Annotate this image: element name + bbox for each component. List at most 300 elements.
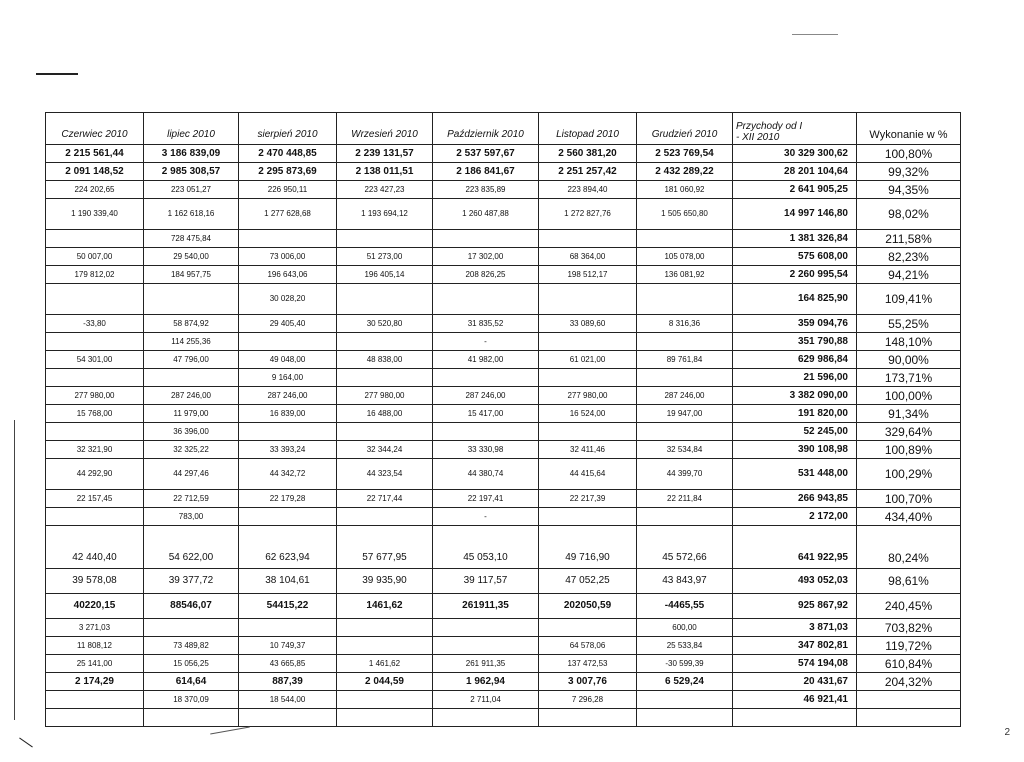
revenue-total-cell: 191 820,00 (733, 405, 857, 423)
month-cell: 1 193 694,12 (337, 199, 433, 230)
revenue-total-cell: 164 825,90 (733, 284, 857, 315)
month-cell: 39 578,08 (46, 569, 144, 594)
month-cell: 25 533,84 (637, 637, 733, 655)
month-cell: 58 874,92 (144, 315, 239, 333)
execution-percent-cell: 94,21% (857, 266, 961, 284)
execution-percent-cell: 82,23% (857, 248, 961, 266)
month-cell: 22 717,44 (337, 490, 433, 508)
month-cell (337, 709, 433, 727)
table-row (46, 709, 961, 727)
month-cell (539, 284, 637, 315)
execution-percent-cell: 55,25% (857, 315, 961, 333)
month-cell: 287 246,00 (144, 387, 239, 405)
execution-percent-cell: 100,80% (857, 145, 961, 163)
table-row (46, 508, 961, 526)
month-cell: 25 141,00 (46, 655, 144, 673)
execution-percent-cell (857, 709, 961, 727)
month-cell: 29 540,00 (144, 248, 239, 266)
table-row (46, 459, 961, 490)
month-cell: -30 599,39 (637, 655, 733, 673)
month-cell: 22 157,45 (46, 490, 144, 508)
execution-percent-cell: 434,40% (857, 508, 961, 526)
month-cell: 73 006,00 (239, 248, 337, 266)
month-cell (539, 333, 637, 351)
execution-percent-cell: 80,24% (857, 526, 961, 569)
month-cell (46, 369, 144, 387)
month-cell: 17 302,00 (433, 248, 539, 266)
month-cell: 887,39 (239, 673, 337, 691)
table-row (46, 405, 961, 423)
month-cell: 1 162 618,16 (144, 199, 239, 230)
revenue-total-cell: 925 867,92 (733, 594, 857, 619)
month-cell: 137 472,53 (539, 655, 637, 673)
month-cell: 223 427,23 (337, 181, 433, 199)
month-cell: 614,64 (144, 673, 239, 691)
execution-percent-cell: 240,45% (857, 594, 961, 619)
table-row (46, 637, 961, 655)
month-cell (46, 230, 144, 248)
month-cell: 7 296,28 (539, 691, 637, 709)
col-header-june: Czerwiec 2010 (46, 113, 144, 145)
month-cell (46, 691, 144, 709)
month-cell (239, 508, 337, 526)
month-cell: 600,00 (637, 619, 733, 637)
month-cell: 51 273,00 (337, 248, 433, 266)
month-cell: 2 711,04 (433, 691, 539, 709)
month-cell: 2 537 597,67 (433, 145, 539, 163)
month-cell: 2 560 381,20 (539, 145, 637, 163)
execution-percent-cell: 211,58% (857, 230, 961, 248)
revenue-total-cell: 20 431,67 (733, 673, 857, 691)
month-cell: 287 246,00 (637, 387, 733, 405)
month-cell: 36 396,00 (144, 423, 239, 441)
execution-percent-cell: 100,00% (857, 387, 961, 405)
scan-mark-top-right (792, 34, 838, 35)
month-cell: 33 089,60 (539, 315, 637, 333)
table-row (46, 181, 961, 199)
month-cell: 68 364,00 (539, 248, 637, 266)
execution-percent-cell: 100,70% (857, 490, 961, 508)
month-cell: -33,80 (46, 315, 144, 333)
execution-percent-cell: 98,61% (857, 569, 961, 594)
month-cell (337, 423, 433, 441)
revenue-total-cell: 390 108,98 (733, 441, 857, 459)
month-cell: - (433, 333, 539, 351)
month-cell: 223 894,40 (539, 181, 637, 199)
month-cell (539, 230, 637, 248)
month-cell: 196 643,06 (239, 266, 337, 284)
revenue-total-cell: 46 921,41 (733, 691, 857, 709)
execution-percent-cell: 610,84% (857, 655, 961, 673)
month-cell: 57 677,95 (337, 526, 433, 569)
col-header-revenue-total (733, 113, 857, 145)
month-cell (539, 423, 637, 441)
execution-percent-cell: 98,02% (857, 199, 961, 230)
scan-mark-left-rule (14, 420, 15, 720)
execution-percent-cell: 100,29% (857, 459, 961, 490)
revenue-total-cell: 575 608,00 (733, 248, 857, 266)
month-cell: 6 529,24 (637, 673, 733, 691)
month-cell: 73 489,82 (144, 637, 239, 655)
month-cell (637, 230, 733, 248)
month-cell (433, 619, 539, 637)
revenue-total-cell: 351 790,88 (733, 333, 857, 351)
month-cell: 19 947,00 (637, 405, 733, 423)
revenue-total-cell: 347 802,81 (733, 637, 857, 655)
revenue-total-line2: - XII 2010 (736, 132, 780, 143)
month-cell: 2 091 148,52 (46, 163, 144, 181)
month-cell (239, 619, 337, 637)
revenue-total-cell (733, 709, 857, 727)
month-cell: 33 330,98 (433, 441, 539, 459)
month-cell: 44 323,54 (337, 459, 433, 490)
month-cell: 2 295 873,69 (239, 163, 337, 181)
month-cell: 15 417,00 (433, 405, 539, 423)
month-cell: 32 534,84 (637, 441, 733, 459)
table-row (46, 333, 961, 351)
month-cell (337, 508, 433, 526)
month-cell: 47 796,00 (144, 351, 239, 369)
execution-percent-cell: 109,41% (857, 284, 961, 315)
revenue-total-cell: 359 094,76 (733, 315, 857, 333)
month-cell: 54415,22 (239, 594, 337, 619)
scan-mark-bottom-left (19, 738, 33, 748)
month-cell: 44 292,90 (46, 459, 144, 490)
month-cell: 1 461,62 (337, 655, 433, 673)
table-row (46, 315, 961, 333)
revenue-total-cell: 531 448,00 (733, 459, 857, 490)
execution-percent-cell: 204,32% (857, 673, 961, 691)
col-header-october: Październik 2010 (433, 113, 539, 145)
table-row (46, 691, 961, 709)
revenue-total-cell: 3 382 090,00 (733, 387, 857, 405)
month-cell: 728 475,84 (144, 230, 239, 248)
table-row (46, 351, 961, 369)
spreadsheet-scan (45, 112, 960, 727)
month-cell: 105 078,00 (637, 248, 733, 266)
month-cell: -4465,55 (637, 594, 733, 619)
month-cell: 43 665,85 (239, 655, 337, 673)
table-row (46, 145, 961, 163)
month-cell: 54 301,00 (46, 351, 144, 369)
month-cell: 44 415,64 (539, 459, 637, 490)
month-cell: 30 028,20 (239, 284, 337, 315)
month-cell: 2 174,29 (46, 673, 144, 691)
month-cell (144, 284, 239, 315)
month-cell: 179 812,02 (46, 266, 144, 284)
month-cell: 33 393,24 (239, 441, 337, 459)
revenue-total-cell: 14 997 146,80 (733, 199, 857, 230)
month-cell: 30 520,80 (337, 315, 433, 333)
month-cell: 184 957,75 (144, 266, 239, 284)
revenue-total-cell: 28 201 104,64 (733, 163, 857, 181)
month-cell (637, 709, 733, 727)
month-cell: 18 544,00 (239, 691, 337, 709)
col-header-july: lipiec 2010 (144, 113, 239, 145)
table-row (46, 230, 961, 248)
month-cell: 208 826,25 (433, 266, 539, 284)
table-row (46, 594, 961, 619)
month-cell (337, 619, 433, 637)
month-cell: 198 512,17 (539, 266, 637, 284)
revenue-table (45, 112, 961, 727)
month-cell: 1 277 628,68 (239, 199, 337, 230)
col-header-november: Listopad 2010 (539, 113, 637, 145)
month-cell: 44 297,46 (144, 459, 239, 490)
execution-percent-cell: 119,72% (857, 637, 961, 655)
execution-percent-cell: 100,89% (857, 441, 961, 459)
month-cell (433, 709, 539, 727)
execution-percent-cell: 329,64% (857, 423, 961, 441)
month-cell: 2 251 257,42 (539, 163, 637, 181)
month-cell (46, 709, 144, 727)
month-cell: 277 980,00 (539, 387, 637, 405)
month-cell: 1 505 650,80 (637, 199, 733, 230)
month-cell: 89 761,84 (637, 351, 733, 369)
month-cell: 22 179,28 (239, 490, 337, 508)
month-cell (46, 284, 144, 315)
execution-percent-cell (857, 691, 961, 709)
revenue-total-cell: 266 943,85 (733, 490, 857, 508)
month-cell: 11 808,12 (46, 637, 144, 655)
month-cell: 42 440,40 (46, 526, 144, 569)
month-cell: 223 835,89 (433, 181, 539, 199)
month-cell: 45 572,66 (637, 526, 733, 569)
month-cell (637, 691, 733, 709)
month-cell: 287 246,00 (433, 387, 539, 405)
month-cell (433, 637, 539, 655)
revenue-total-cell: 629 986,84 (733, 351, 857, 369)
col-header-september: Wrzesień 2010 (337, 113, 433, 145)
table-row (46, 266, 961, 284)
month-cell: 3 186 839,09 (144, 145, 239, 163)
revenue-total-cell: 493 052,03 (733, 569, 857, 594)
month-cell (637, 284, 733, 315)
scan-mark-top-left (36, 73, 78, 75)
month-cell (539, 619, 637, 637)
month-cell: 261 911,35 (433, 655, 539, 673)
month-cell (239, 230, 337, 248)
month-cell: 16 839,00 (239, 405, 337, 423)
month-cell: 41 982,00 (433, 351, 539, 369)
month-cell: 49 048,00 (239, 351, 337, 369)
month-cell (337, 333, 433, 351)
execution-percent-cell: 91,34% (857, 405, 961, 423)
col-header-execution-percent: Wykonanie w % (857, 113, 961, 145)
table-row (46, 387, 961, 405)
revenue-total-line1: Przychody od I (736, 121, 803, 132)
month-cell: 39 117,57 (433, 569, 539, 594)
month-cell: 1 190 339,40 (46, 199, 144, 230)
revenue-total-cell: 1 381 326,84 (733, 230, 857, 248)
month-cell: 2 239 131,57 (337, 145, 433, 163)
revenue-total-cell: 2 641 905,25 (733, 181, 857, 199)
month-cell: 2 186 841,67 (433, 163, 539, 181)
month-cell: 136 081,92 (637, 266, 733, 284)
execution-percent-cell: 94,35% (857, 181, 961, 199)
month-cell: 11 979,00 (144, 405, 239, 423)
revenue-total-cell: 30 329 300,62 (733, 145, 857, 163)
month-cell (637, 423, 733, 441)
month-cell (637, 333, 733, 351)
revenue-total-cell: 641 922,95 (733, 526, 857, 569)
month-cell (433, 284, 539, 315)
month-cell (239, 333, 337, 351)
table-row (46, 655, 961, 673)
month-cell: 32 344,24 (337, 441, 433, 459)
month-cell (337, 691, 433, 709)
revenue-total-cell: 2 260 995,54 (733, 266, 857, 284)
month-cell (433, 423, 539, 441)
execution-percent-cell: 90,00% (857, 351, 961, 369)
month-cell: 10 749,37 (239, 637, 337, 655)
table-row (46, 441, 961, 459)
month-cell (144, 619, 239, 637)
col-header-december: Grudzień 2010 (637, 113, 733, 145)
month-cell (433, 230, 539, 248)
month-cell (337, 230, 433, 248)
month-cell: 9 164,00 (239, 369, 337, 387)
month-cell (46, 423, 144, 441)
table-row (46, 526, 961, 569)
month-cell (239, 423, 337, 441)
revenue-total-cell: 21 596,00 (733, 369, 857, 387)
month-cell: 114 255,36 (144, 333, 239, 351)
table-row (46, 490, 961, 508)
month-cell: 32 321,90 (46, 441, 144, 459)
month-cell: 32 411,46 (539, 441, 637, 459)
execution-percent-cell: 99,32% (857, 163, 961, 181)
execution-percent-cell: 148,10% (857, 333, 961, 351)
month-cell: 43 843,97 (637, 569, 733, 594)
table-row (46, 569, 961, 594)
month-cell: 2 044,59 (337, 673, 433, 691)
execution-percent-cell: 173,71% (857, 369, 961, 387)
month-cell (337, 284, 433, 315)
month-cell: 2 470 448,85 (239, 145, 337, 163)
month-cell: 277 980,00 (337, 387, 433, 405)
month-cell: 45 053,10 (433, 526, 539, 569)
month-cell: 2 985 308,57 (144, 163, 239, 181)
execution-percent-cell: 703,82% (857, 619, 961, 637)
month-cell (539, 369, 637, 387)
month-cell: 783,00 (144, 508, 239, 526)
month-cell: 3 007,76 (539, 673, 637, 691)
month-cell: 40220,15 (46, 594, 144, 619)
month-cell: 39 935,90 (337, 569, 433, 594)
month-cell (637, 508, 733, 526)
month-cell (637, 369, 733, 387)
month-cell: 1 260 487,88 (433, 199, 539, 230)
month-cell (539, 508, 637, 526)
revenue-total-cell: 3 871,03 (733, 619, 857, 637)
table-row (46, 163, 961, 181)
month-cell: 47 052,25 (539, 569, 637, 594)
month-cell (337, 369, 433, 387)
scan-mark-bottom-center (210, 727, 250, 735)
month-cell (144, 709, 239, 727)
month-cell (337, 637, 433, 655)
month-cell: 44 342,72 (239, 459, 337, 490)
month-cell: 44 399,70 (637, 459, 733, 490)
table-row (46, 248, 961, 266)
col-header-august: sierpień 2010 (239, 113, 337, 145)
month-cell (433, 369, 539, 387)
month-cell: - (433, 508, 539, 526)
month-cell: 22 211,84 (637, 490, 733, 508)
month-cell: 277 980,00 (46, 387, 144, 405)
month-cell (239, 709, 337, 727)
month-cell: 16 488,00 (337, 405, 433, 423)
table-row (46, 673, 961, 691)
page-marker: 2 (1004, 727, 1010, 738)
month-cell: 32 325,22 (144, 441, 239, 459)
table-row (46, 199, 961, 230)
month-cell: 31 835,52 (433, 315, 539, 333)
month-cell (46, 508, 144, 526)
month-cell: 88546,07 (144, 594, 239, 619)
month-cell: 29 405,40 (239, 315, 337, 333)
month-cell (539, 709, 637, 727)
month-cell: 48 838,00 (337, 351, 433, 369)
month-cell: 1 272 827,76 (539, 199, 637, 230)
month-cell: 1 962,94 (433, 673, 539, 691)
month-cell: 2 432 289,22 (637, 163, 733, 181)
month-cell: 3 271,03 (46, 619, 144, 637)
month-cell: 54 622,00 (144, 526, 239, 569)
table-body (46, 145, 961, 727)
month-cell: 226 950,11 (239, 181, 337, 199)
month-cell: 18 370,09 (144, 691, 239, 709)
month-cell: 44 380,74 (433, 459, 539, 490)
month-cell: 2 523 769,54 (637, 145, 733, 163)
table-row (46, 369, 961, 387)
revenue-total-cell: 2 172,00 (733, 508, 857, 526)
month-cell: 50 007,00 (46, 248, 144, 266)
month-cell: 8 316,36 (637, 315, 733, 333)
table-row (46, 423, 961, 441)
month-cell (144, 369, 239, 387)
month-cell (46, 333, 144, 351)
month-cell: 261911,35 (433, 594, 539, 619)
month-cell: 61 021,00 (539, 351, 637, 369)
revenue-total-cell: 574 194,08 (733, 655, 857, 673)
month-cell: 2 138 011,51 (337, 163, 433, 181)
month-cell: 223 051,27 (144, 181, 239, 199)
month-cell: 62 623,94 (239, 526, 337, 569)
month-cell: 15 056,25 (144, 655, 239, 673)
month-cell: 16 524,00 (539, 405, 637, 423)
table-row (46, 284, 961, 315)
month-cell: 22 197,41 (433, 490, 539, 508)
month-cell: 39 377,72 (144, 569, 239, 594)
month-cell: 15 768,00 (46, 405, 144, 423)
month-cell: 224 202,65 (46, 181, 144, 199)
month-cell: 22 712,59 (144, 490, 239, 508)
month-cell: 64 578,06 (539, 637, 637, 655)
month-cell: 196 405,14 (337, 266, 433, 284)
month-cell: 181 060,92 (637, 181, 733, 199)
month-cell: 287 246,00 (239, 387, 337, 405)
month-cell: 202050,59 (539, 594, 637, 619)
month-cell: 22 217,39 (539, 490, 637, 508)
month-cell: 38 104,61 (239, 569, 337, 594)
month-cell: 49 716,90 (539, 526, 637, 569)
month-cell: 2 215 561,44 (46, 145, 144, 163)
revenue-total-cell: 52 245,00 (733, 423, 857, 441)
table-row (46, 619, 961, 637)
month-cell: 1461,62 (337, 594, 433, 619)
